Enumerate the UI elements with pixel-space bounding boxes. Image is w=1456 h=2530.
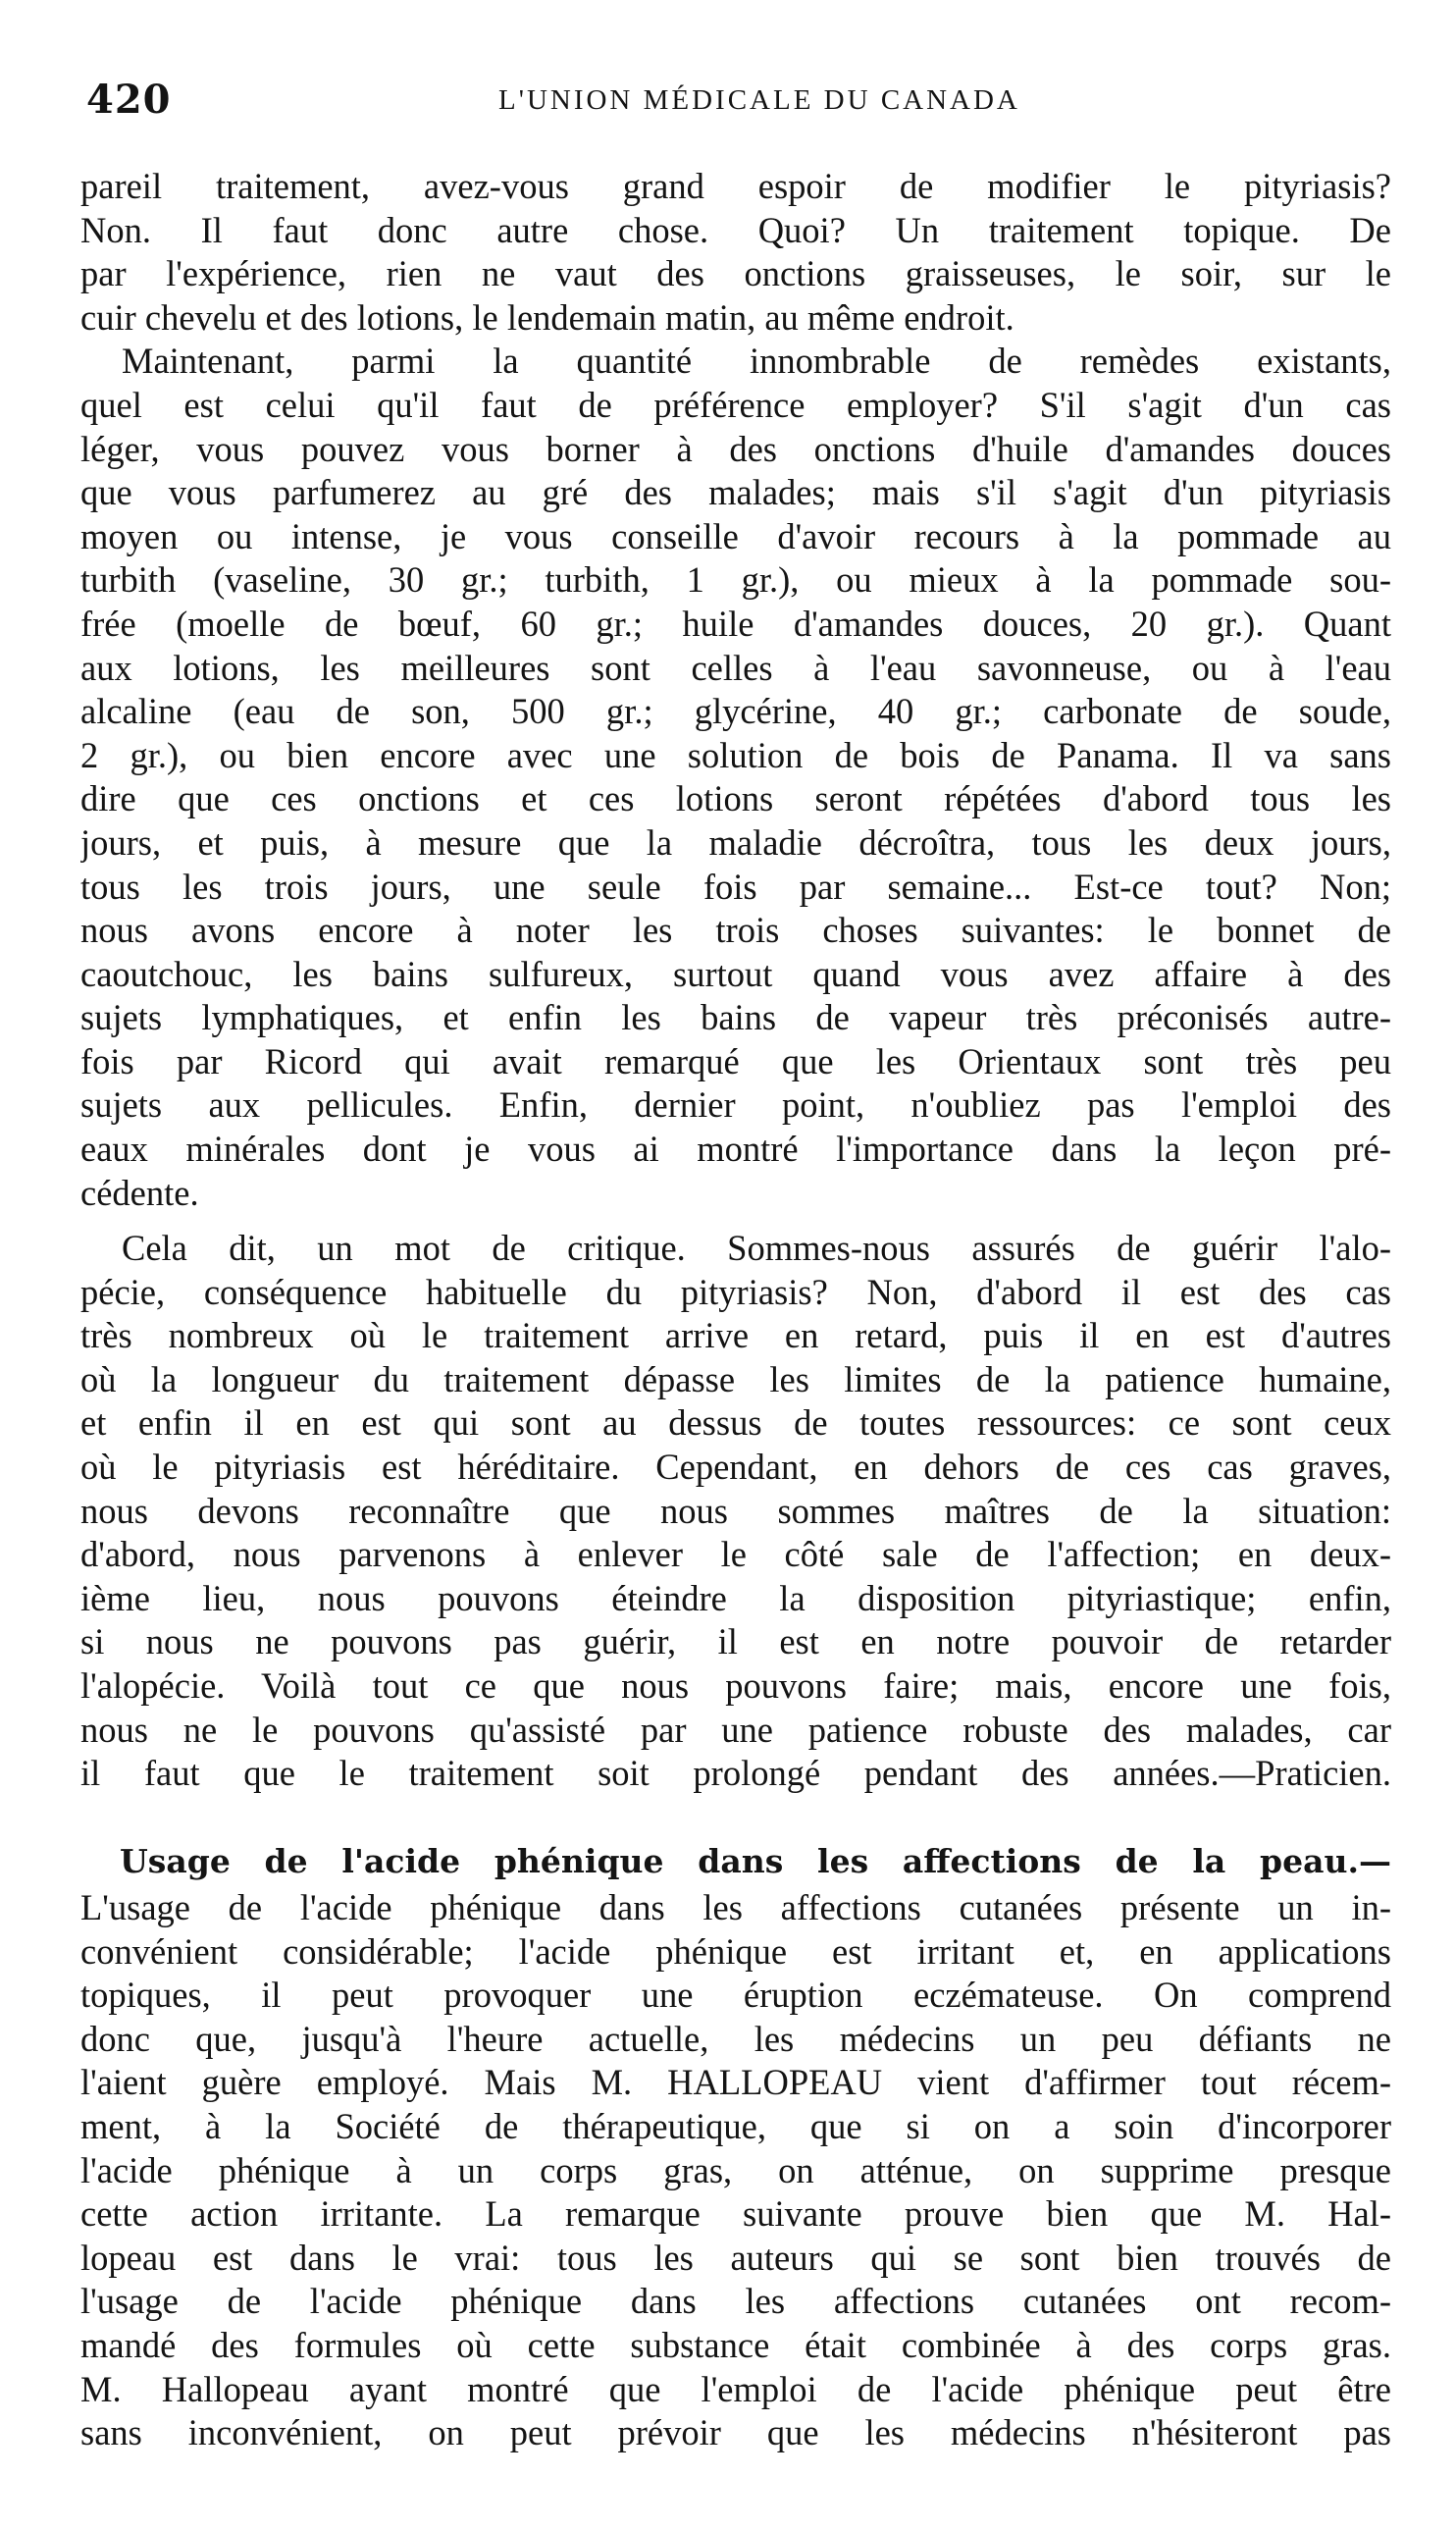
text-line: nous devons reconnaître que nous sommes maîtres de la situation:	[80, 1490, 1391, 1531]
text-line: Maintenant, parmi la quantité innombrable de remèdes existants,	[122, 341, 1391, 382]
text-line: par l'expérience, rien ne vaut des onctions graisseuses, le soir, sur le	[80, 253, 1391, 294]
text-line: nous avons encore à noter les trois choses suivantes: le bonnet de	[80, 910, 1391, 951]
text-line: jours, et puis, à mesure que la maladie décroîtra, tous les deux jours,	[80, 821, 1391, 863]
text-line: l'usage de l'acide phénique dans les affections cutanées ont recom-	[80, 2281, 1391, 2322]
text-line: l'alopécie. Voilà tout ce que nous pouvons faire; mais, encore une fois,	[80, 1664, 1391, 1706]
text-line: sans inconvénient, on peut prévoir que les médecins n'hésiteront pas	[80, 2412, 1391, 2453]
text-line: où la longueur du traitement dépasse les limites de la patience humaine,	[80, 1358, 1391, 1399]
text-line: cédente.	[80, 1172, 199, 1213]
text-line: tous les trois jours, une seule fois par semaine... Est-ce tout? Non;	[80, 866, 1391, 907]
paragraph-acide-phenique	[80, 1886, 1391, 2455]
text-line: ième lieu, nous pouvons éteindre la disposition pityriastique; enfin,	[80, 1577, 1391, 1618]
text-line: M. Hallopeau ayant montré que l'emploi de l'acide phénique peut être	[80, 2368, 1391, 2409]
text-line: fois par Ricord qui avait remarqué que les Orientaux sont très peu	[80, 1040, 1391, 1081]
text-line: l'acide phénique à un corps gras, on atténue, on supprime presque	[80, 2149, 1391, 2190]
page-number: 420	[86, 77, 172, 123]
text-line: L'usage de l'acide phénique dans les affections cutanées présente un in-	[80, 1887, 1391, 1927]
text-line: convénient considérable; l'acide phénique est irritant et, en applications	[80, 1930, 1391, 1972]
text-line: où le pityriasis est héréditaire. Cependant, en dehors de ces cas graves,	[80, 1446, 1391, 1487]
paragraph-critique	[80, 1227, 1391, 1796]
text-line: alcaline (eau de son, 500 gr.; glycérine, 40 gr.; carbonate de soude,	[80, 691, 1391, 732]
text-line: donc que, jusqu'à l'heure actuelle, les médecins un peu défiants ne	[80, 2018, 1391, 2059]
text-line: et enfin il en est qui sont au dessus de toutes ressources: ce sont ceux	[80, 1402, 1391, 1444]
text-line: l'aient guère employé. Mais M. HALLOPEAU vient d'affirmer tout récem-	[80, 2062, 1391, 2103]
text-line: aux lotions, les meilleures sont celles à l'eau savonneuse, ou à l'eau	[80, 647, 1391, 688]
text-line: Non. Il faut donc autre chose. Quoi? Un traitement topique. De	[80, 209, 1391, 250]
text-line: nous ne le pouvons qu'assisté par une patience robuste des malades, car	[80, 1709, 1391, 1750]
page-header	[86, 77, 1391, 126]
text-line: si nous ne pouvons pas guérir, il est en notre pouvoir de retarder	[80, 1621, 1391, 1662]
text-line: léger, vous pouvez vous borner à des onctions d'huile d'amandes douces	[80, 428, 1391, 469]
text-line: très nombreux où le traitement arrive en retard, puis il en est d'autres	[80, 1315, 1391, 1356]
running-title: L'UNION MÉDICALE DU CANADA	[498, 84, 1020, 116]
text-line: lopeau est dans le vrai: tous les auteurs qui se sont bien trouvés de	[80, 2237, 1391, 2278]
text-line: frée (moelle de bœuf, 60 gr.; huile d'amandes douces, 20 gr.). Quant	[80, 603, 1391, 644]
text-line: pécie, conséquence habituelle du pityriasis? Non, d'abord il est des cas	[80, 1271, 1391, 1312]
text-line: cuir chevelu et des lotions, le lendemain matin, au même endroit.	[80, 296, 1014, 338]
paragraph-continuation	[80, 165, 1391, 1215]
text-line: ment, à la Société de thérapeutique, que si on a soin d'incorporer	[80, 2105, 1391, 2146]
text-line: topiques, il peut provoquer une éruption eczémateuse. On comprend	[80, 1975, 1391, 2016]
text-line: il faut que le traitement soit prolongé pendant des années.—Praticien.	[80, 1753, 1391, 1794]
text-line: sujets lymphatiques, et enfin les bains de vapeur très préconisés autre-	[80, 997, 1391, 1038]
text-line: turbith (vaseline, 30 gr.; turbith, 1 gr.), ou mieux à la pommade sou-	[80, 559, 1391, 601]
text-line: dire que ces onctions et ces lotions seront répétées d'abord tous les	[80, 778, 1391, 819]
text-line: sujets aux pellicules. Enfin, dernier point, n'oubliez pas l'emploi des	[80, 1084, 1391, 1126]
text-line: eaux minérales dont je vous ai montré l'importance dans la leçon pré-	[80, 1129, 1391, 1170]
text-line: Cela dit, un mot de critique. Sommes-nous assurés de guérir l'alo-	[122, 1228, 1391, 1268]
text-line: pareil traitement, avez-vous grand espoir de modifier le pityriasis?	[80, 166, 1391, 206]
text-line: mandé des formules où cette substance était combinée à des corps gras.	[80, 2324, 1391, 2365]
section-heading: Usage de l'acide phénique dans les affections de la peau.—	[120, 1842, 1391, 1880]
text-line: caoutchouc, les bains sulfureux, surtout quand vous avez affaire à des	[80, 953, 1391, 994]
text-line: 2 gr.), ou bien encore avec une solution de bois de Panama. Il va sans	[80, 734, 1391, 775]
text-line: que vous parfumerez au gré des malades; mais s'il s'agit d'un pityriasis	[80, 472, 1391, 513]
text-line: cette action irritante. La remarque suivante prouve bien que M. Hal-	[80, 2193, 1391, 2235]
text-line: quel est celui qu'il faut de préférence employer? S'il s'agit d'un cas	[80, 384, 1391, 425]
text-line: d'abord, nous parvenons à enlever le côté sale de l'affection; en deux-	[80, 1534, 1391, 1575]
text-line: moyen ou intense, je vous conseille d'avoir recours à la pommade au	[80, 515, 1391, 556]
